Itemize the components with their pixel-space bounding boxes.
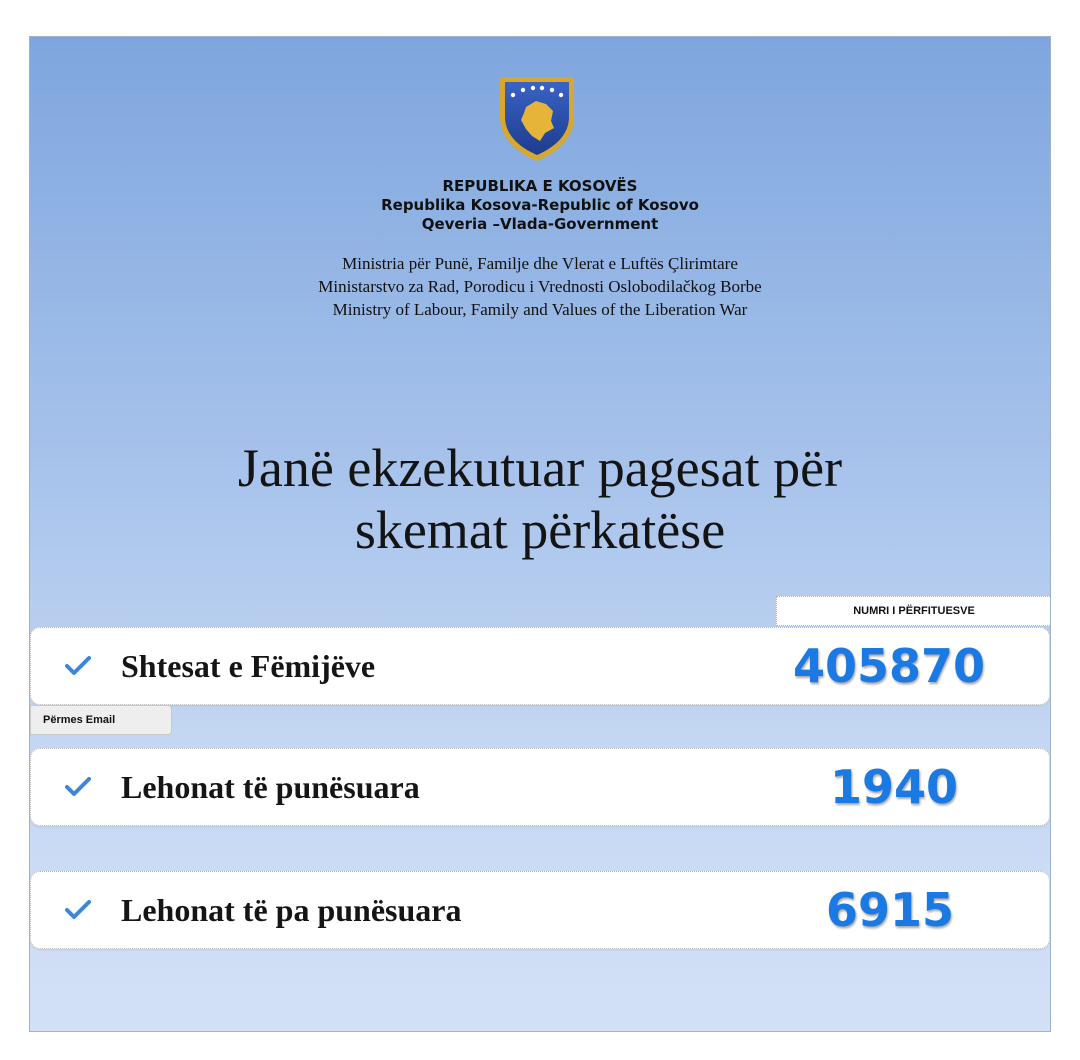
- checkmark-icon: [65, 899, 91, 921]
- ministry-name-albanian: Ministria për Punë, Familje dhe Vlerat e Luftës Çlirimtare: [342, 254, 738, 273]
- country-name-multilingual: Republika Kosova-Republic of Kosovo: [381, 196, 699, 214]
- kosovo-coat-of-arms-icon: [496, 73, 578, 163]
- government-label: Qeveria –Vlada-Government: [421, 215, 659, 233]
- headline-line-1: Janë ekzekutuar pagesat për: [237, 438, 843, 498]
- scheme-row-unemployed-mothers: [30, 871, 1050, 949]
- scheme-label: Lehonat të pa punësuara: [121, 892, 462, 928]
- country-name-albanian: REPUBLIKA E KOSOVËS: [442, 177, 638, 195]
- ministry-name-serbian: Ministarstvo za Rad, Porodicu i Vrednosti Oslobodilačkog Borbe: [318, 277, 762, 296]
- headline: [30, 437, 1050, 561]
- beneficiary-count: 1940: [830, 760, 959, 814]
- scheme-row-employed-mothers: [30, 748, 1050, 826]
- ministry-name-english: Ministry of Labour, Family and Values of the Liberation War: [332, 300, 748, 319]
- headline-line-2: skemat përkatëse: [354, 500, 726, 560]
- beneficiary-count: 6915: [826, 883, 955, 937]
- email-tag: Përmes Email: [30, 705, 172, 735]
- announcement-card: [29, 36, 1051, 1032]
- checkmark-icon: [65, 776, 91, 798]
- checkmark-icon: [65, 655, 91, 677]
- scheme-label: Shtesat e Fëmijëve: [121, 648, 376, 684]
- beneficiary-count: 405870: [793, 639, 986, 693]
- scheme-row-child-allowance: [30, 627, 1050, 705]
- scheme-label: Lehonat të punësuara: [121, 769, 420, 805]
- beneficiaries-column-label: NUMRI I PËRFITUESVE: [776, 596, 1051, 626]
